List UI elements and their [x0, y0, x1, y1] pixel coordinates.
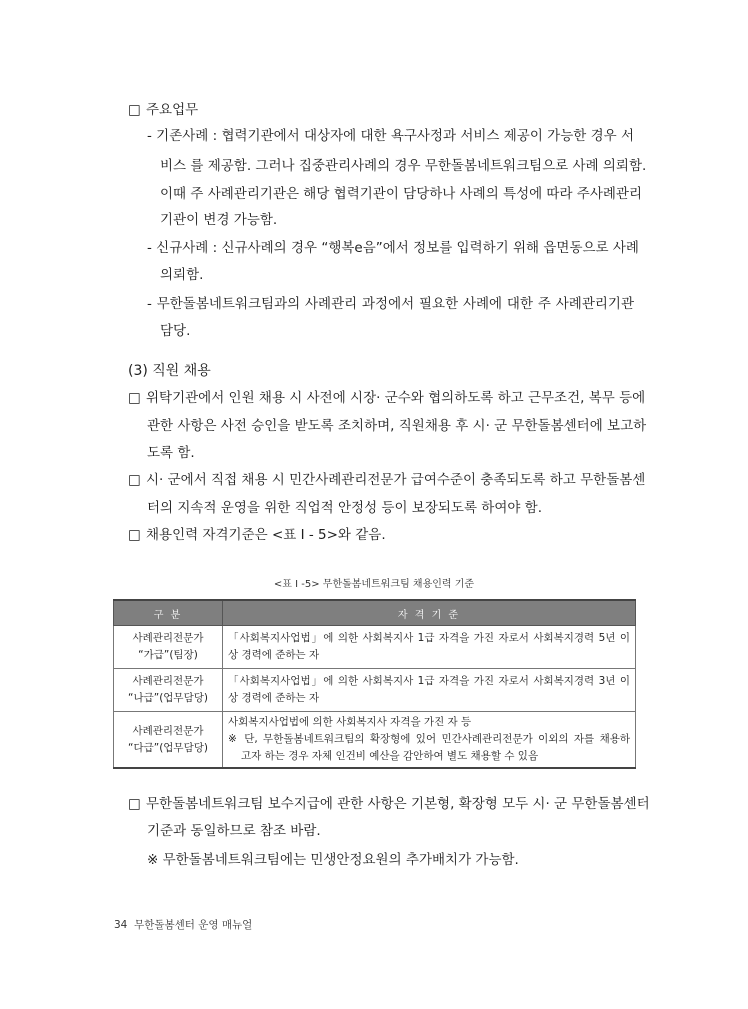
table-cell-category: 사례관리전문가 “나급”(업무담당) [114, 669, 223, 712]
table-row [114, 669, 636, 712]
paragraph-line: 담당. [160, 323, 191, 339]
table-cell-category: 사례관리전문가 “다급”(업무담당) [114, 712, 223, 769]
list-item: □ 시· 군에서 직접 채용 시 민간사례관리전문가 급여수준이 충족되도록 하고 무한돌봄센 [128, 472, 646, 488]
table-cell-category: 사례관리전문가 “가급”(팀장) [114, 626, 223, 669]
qualification-table [113, 599, 636, 769]
table-cell-criteria: 「사회복지사업법」에 의한 사회복지사 1급 자격을 가진 자로서 사회복지경력 5년 이 상 경력에 준하는 자 [223, 626, 636, 669]
page-footer [114, 917, 252, 932]
paragraph-line: 기관이 변경 가능함. [160, 212, 278, 228]
paragraph-line: 기준과 동일하므로 참조 바람. [147, 823, 321, 839]
table-cell-criteria: 「사회복지사업법」에 의한 사회복지사 1급 자격을 가진 자로서 사회복지경력 3년 이 상 경력에 준하는 자 [223, 669, 636, 712]
square-bullet-icon: □ [128, 390, 141, 406]
list-item: □ 위탁기관에서 인원 채용 시 사전에 시장· 군수와 협의하도록 하고 근무조건, 복무 등에 [128, 390, 646, 406]
paragraph-line: 도록 함. [147, 445, 195, 461]
paragraph-line: 비스 를 제공함. 그러나 집중관리사례의 경우 무한돌봄네트워크팀으로 사례 의뢰함. [160, 158, 647, 174]
note-line: ※ 무한돌봄네트워크팀에는 민생안정요원의 추가배치가 가능함. [147, 852, 519, 868]
paragraph-line: - 기존사례 : 협력기관에서 대상자에 대한 욕구사정과 서비스 제공이 가능한 경우 서 [147, 128, 634, 144]
page-number: 34 [114, 919, 128, 931]
list-item: □ 채용인력 자격기준은 <표 Ⅰ - 5>와 같음. [128, 527, 386, 543]
list-item: □ 무한돌봄네트워크팀 보수지급에 관한 사항은 기본형, 확장형 모두 시· 군 무한돌봄센터 [128, 796, 650, 812]
section-heading: (3) 직원 채용 [128, 363, 211, 379]
table-caption: <표 Ⅰ -5> 무한돌봄네트워크팀 채용인력 기준 [273, 579, 475, 590]
square-bullet-icon: □ [128, 796, 141, 812]
footer-title: 무한돌봄센터 운영 매뉴얼 [134, 919, 253, 931]
paragraph-line: 의뢰함. [160, 267, 204, 283]
table-cell-criteria: 사회복지사업법에 의한 사회복지사 자격을 가진 자 등 ※ 단, 무한돌봄네트워크팀의 확장형에 있어 민간사례관리전문가 이외의 자를 채용하 고자 하는 경우 자체 인건비 예산을 감안하여 별도 채용할 수 있음 [223, 712, 636, 769]
paragraph-line: 이때 주 사례관리기관은 해당 협력기관이 담당하나 사례의 특성에 따라 주사례관리 [160, 186, 643, 202]
paragraph-line: 터의 지속적 운영을 위한 직업적 안정성 등이 보장되도록 하여야 함. [147, 500, 543, 516]
table-row [114, 626, 636, 669]
paragraph-line: 관한 사항은 사전 승인을 받도록 조치하며, 직원채용 후 시· 군 무한돌봄센터에 보고하 [147, 418, 647, 434]
table-header-criteria: 자 격 기 준 [223, 600, 636, 626]
table-row [114, 712, 636, 769]
paragraph-line: - 무한돌봄네트워크팀과의 사례관리 과정에서 필요한 사례에 대한 주 사례관리기관 [147, 296, 634, 312]
square-bullet-icon: □ [128, 102, 141, 118]
heading-main-duties: □ 주요업무 [128, 102, 199, 118]
square-bullet-icon: □ [128, 527, 141, 543]
table-header-category: 구 분 [114, 600, 223, 626]
square-bullet-icon: □ [128, 472, 141, 488]
paragraph-line: - 신규사례 : 신규사례의 경우 “행복e음”에서 정보를 입력하기 위해 읍면동으로 사례 [147, 240, 639, 256]
